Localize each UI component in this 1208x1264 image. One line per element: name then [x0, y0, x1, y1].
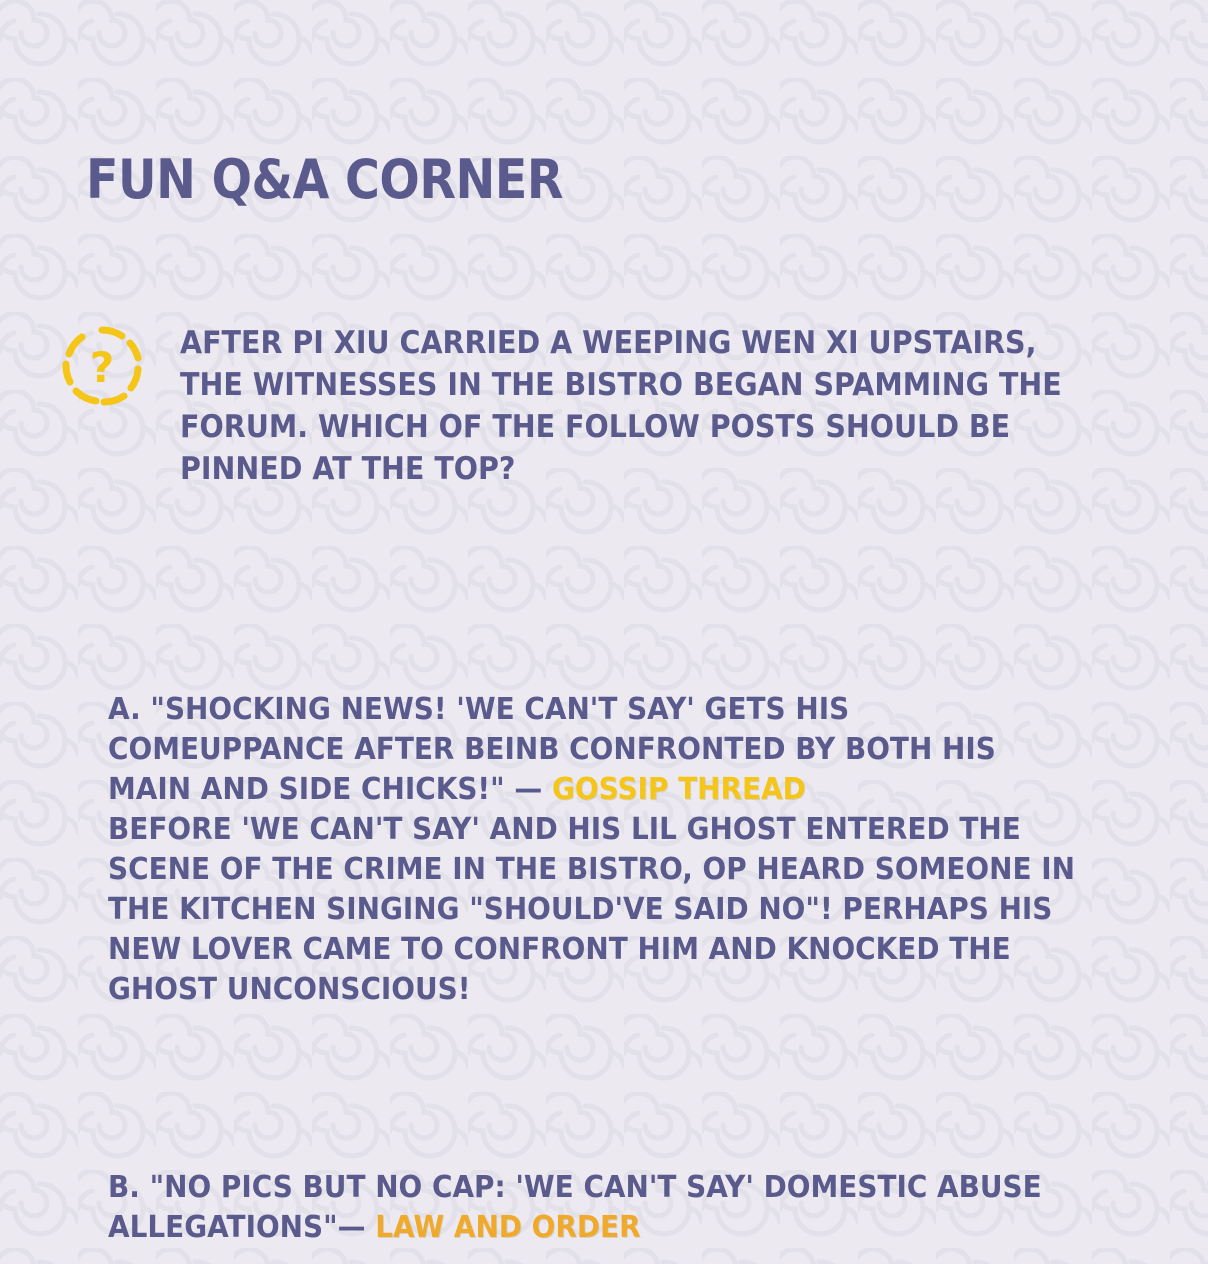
question-mark-icon [60, 324, 144, 408]
answer-option-a[interactable] [108, 690, 1075, 1010]
svg-text:?: ? [89, 343, 115, 392]
answer-b-tag: LAW AND ORDER [375, 1210, 641, 1245]
answer-b-headline: "NO PICS BUT NO CAP: 'WE CAN'T SAY' DOMESTIC ABUSE ALLEGATIONS"— [108, 1170, 1042, 1245]
question-text: AFTER PI XIU CARRIED A WEEPING WEN XI UPSTAIRS, THE WITNESSES IN THE BISTRO BEGAN SPAMMING THE FORUM. WHICH OF THE FOLLOW POSTS SHOULD BE PINNED AT THE TOP? [180, 325, 1062, 487]
answer-a-headline: "SHOCKING NEWS! 'WE CAN'T SAY' GETS HIS COMEUPPANCE AFTER BEINB CONFRONTED BY BOTH HIS MAIN AND SIDE CHICKS!" — [108, 692, 996, 807]
answer-a-body: BEFORE 'WE CAN'T SAY' AND HIS LIL GHOST ENTERED THE SCENE OF THE CRIME IN THE BISTRO, OP HEARD SOMEONE IN THE KITCHEN SINGING "SHOULD'VE SAID NO"! PERHAPS HIS NEW LOVER CAME TO CONFRONT HIM AND KNOCKED THE GHOST UNCONSCIOUS! [108, 812, 1075, 1007]
page-title: FUN Q&A CORNER [86, 148, 564, 211]
answer-a-letter: A. [108, 692, 141, 727]
answer-a-tag: GOSSIP THREAD [552, 772, 806, 807]
question-block [60, 322, 1150, 490]
answer-b-letter: B. [108, 1170, 140, 1205]
answer-option-b[interactable] [108, 1168, 1075, 1248]
